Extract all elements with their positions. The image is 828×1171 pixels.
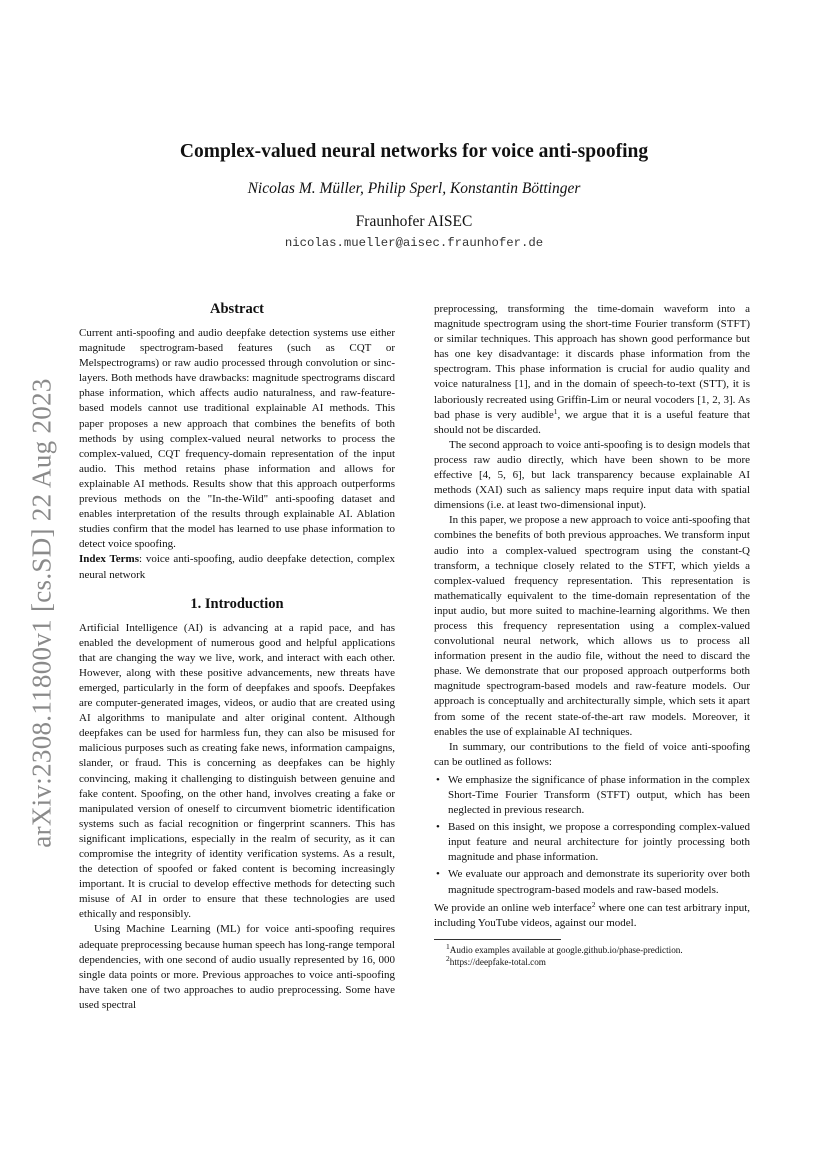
footnote-2 — [434, 956, 750, 969]
right-column — [434, 302, 750, 969]
author-list: Nicolas M. Müller, Philip Sperl, Konstantin Böttinger — [247, 180, 581, 197]
contribution-list — [434, 773, 750, 898]
intro-paragraph-6: In summary, our contributions to the field of voice anti-spoofing can be outlined as follows: — [434, 740, 750, 768]
index-terms-text: : voice anti-spoofing, audio deepfake detection, complex neural network — [79, 553, 395, 581]
footnote-divider — [434, 939, 561, 940]
intro-paragraph-3-start: preprocessing, transforming the time-domain waveform into a magnitude spectrogram using the short-time Fourier transform (STFT) or similar techniques. This approach has shown good performance but has one key disadvantage: it discards phase information from the spectrogram. This phase information is crucial for audio quality and voice naturalness [1], and in the domain of speech-to-text (STT), it is laboriously recreated using Griffin-Lim or neural vocoders [1, 2, 3]. As bad phase is very audible — [434, 303, 750, 421]
intro-paragraph-3-end: , we argue that it is a useful feature that should not be discarded. — [434, 408, 750, 436]
intro-paragraph-2: Using Machine Learning (ML) for voice anti-spoofing requires adequate preprocessing because human speech has long-range temporal dependencies, with one second of audio usually represented by 16, 000 single data points or more. Previous approaches to voice anti-spoofing have taken one of two approaches to audio preprocessing. Some have used spectral — [79, 923, 395, 1011]
arxiv-identifier-stamp — [24, 360, 60, 865]
footnote-mark-1: 1 — [446, 941, 450, 951]
affiliation: Fraunhofer AISEC — [355, 213, 473, 230]
footnote-2-text: https://deepfake-total.com — [449, 957, 546, 968]
footnote-mark-2: 2 — [446, 954, 450, 964]
left-column — [79, 300, 395, 1013]
list-item: • Based on this insight, we propose a corresponding complex-valued input feature and neural architecture for jointly processing both magnitude and phase information. — [434, 820, 750, 865]
list-item: • We emphasize the significance of phase information in the complex Short-Time Fourier Transform (STFT) output, which has been neglected in previous research. — [434, 773, 750, 818]
intro-paragraph-5: In this paper, we propose a new approach to voice anti-spoofing that combines the benefits of both previous approaches. We transform input audio into a complex-valued spectrogram using the constant-Q transform, a technique closely related to the STFT, which yields a complex-valued frequency representation. This representation is mathematically equivalent to the time-domain representation of the input audio, but more suited to machine-learning algorithms. We then process this frequency representation using a complex-valued convolutional neural network, which allows us to process all information present in the audio file, without the need to discard the phase. We demonstrate that our proposed approach outperforms both magnitude spectrogram-based models and raw-feature models. Our approach is conceptually and architecturally simple, which sets it apart from some of the recent state-of-the-art raw models. Moreover, it enables the use of explainable AI techniques. — [434, 514, 750, 738]
footnote-ref-2: 2 — [591, 899, 596, 909]
abstract-text: Current anti-spoofing and audio deepfake detection systems use either magnitude spectrogram-based features (such as CQT or Melspectrograms) or raw audio processed through convolution or sinc-layers. Both methods have drawbacks: magnitude spectrograms discard phase information, which affects audio naturalness, and raw-feature-based models cannot use traditional explainable AI methods. This paper proposes a new approach that combines the benefits of both methods by using complex-valued neural networks to process the complex-valued, CQT frequency-domain representation of the input audio. This method retains phase information and allows for explainable AI methods. Results show that this approach outperforms previous methods on the "In-the-Wild" anti-spoofing dataset and enables interpretation of the results through explainable AI. Ablation studies confirm that the model has learned to use phase information to detect voice spoofing. — [79, 327, 395, 551]
arxiv-identifier-text: arXiv:2308.11800v1 [cs.SD] 22 Aug 2023 — [26, 377, 57, 848]
author-email: nicolas.mueller@aisec.fraunhofer.de — [284, 236, 544, 250]
intro-paragraph-7-start: We provide an online web interface — [434, 901, 592, 914]
footnote-ref-1: 1 — [553, 406, 558, 416]
intro-paragraph-7-end: where one can test arbitrary input, including YouTube videos, against our model. — [434, 901, 750, 929]
intro-paragraph-4: The second approach to voice anti-spoofing is to design models that process raw audio directly, which have been shown to be more effective [4, 5, 6], but lack transparency because explainable AI methods (XAI) such as saliency maps require input data with spatial dimensions (i.e. at least two-dimensional input). — [434, 438, 750, 512]
intro-paragraph-1: Artificial Intelligence (AI) is advancing at a rapid pace, and has enabled the development of numerous good and helpful applications that are changing the way we live, work, and interact with each other. However, along with these positive advancements, new threats have emerged, particularly in the form of deepfakes and spoofs. Deepfakes are computer-generated images, videos, or audio that are created using AI algorithms to manipulate and alter original content. Although deepfakes can be used for harmless fun, they can also be misused for malicious purposes such as creating fake news, information campaigns, slander, or fraud. This is concerning as deepfakes can be highly convincing, making it challenging to distinguish between genuine and fake content. Spoofing, on the other hand, involves creating a fake or manipulated version of oneself to circumvent biometric identification systems such as facial recognition or fingerprint scanners. This has significant implications, especially in the realm of security, as it can compromise the integrity of identity verification systems. As a result, the detection of spoofed or faked content is becoming increasingly important. It is crucial to develop effective methods for detecting such misuse of AI in order to ensure that these technologies are used ethically and responsibly. — [79, 621, 395, 921]
introduction-heading: 1. Introduction — [190, 595, 284, 612]
paper-title: Complex-valued neural networks for voice anti-spoofing — [179, 141, 649, 162]
footnote-1-text: Audio examples available at google.github.io/phase-prediction. — [449, 944, 683, 955]
abstract-heading: Abstract — [210, 301, 264, 317]
list-item: • We evaluate our approach and demonstrate its superiority over both magnitude spectrogram-based models and raw-based models. — [434, 867, 750, 897]
intro-paragraph-7 — [434, 901, 750, 931]
index-terms — [79, 552, 395, 582]
footnote-1 — [434, 941, 750, 957]
intro-paragraph-3 — [434, 302, 750, 438]
index-terms-label: Index Terms — [79, 553, 140, 566]
